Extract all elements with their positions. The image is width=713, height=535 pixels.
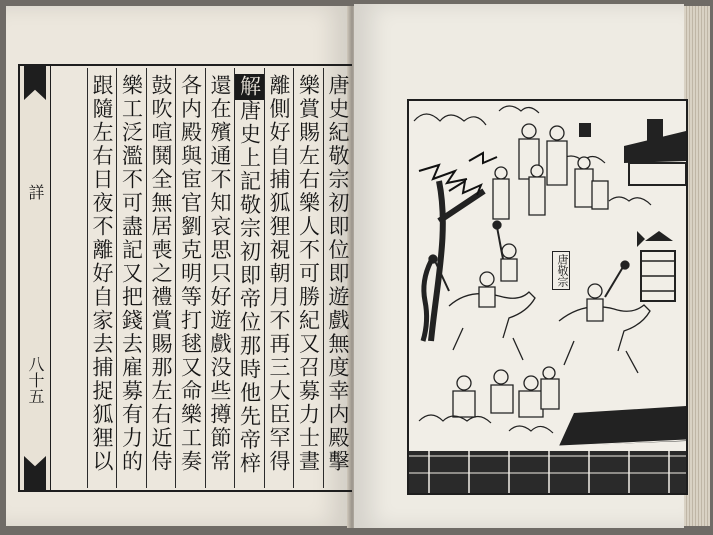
seated-figures <box>453 367 559 417</box>
pavilion-icon <box>624 119 686 185</box>
court-figures-group <box>493 124 608 219</box>
commentary-badge: 解 <box>235 74 264 100</box>
text-column: 離側好自捕狐狸視朝月不再三大臣罕得 <box>264 68 294 488</box>
text-column: 樂工泛濫不可盡記又把錢去雇募有力的 <box>116 68 146 488</box>
illustration-caption: 唐敬宗 <box>552 251 570 290</box>
lantern-icon <box>637 231 675 301</box>
clouds-bottom <box>419 415 553 433</box>
fish-tail-bottom-icon <box>24 456 46 490</box>
illustration-drawing <box>409 101 686 493</box>
text-columns <box>52 68 352 488</box>
polo-horsemen <box>429 221 650 373</box>
text-column: 樂賞賜左右樂人不可勝紀又召募力士晝 <box>293 68 323 488</box>
text-column: 解唐史上記敬宗初即帝位那時他先帝梓 <box>234 68 264 488</box>
text-frame <box>18 64 352 492</box>
text-column: 各内殿與宦官劉克明等打毬又命樂工奏 <box>175 68 205 488</box>
woodblock-illustration <box>407 99 688 495</box>
banxin-center-strip <box>20 66 51 490</box>
text-column: 鼓吹喧鬨全無居喪之禮賞賜那左右近侍 <box>146 68 176 488</box>
banner-icon <box>579 123 591 137</box>
text-column: 唐史紀敬宗初即位即遊戲無度幸内殿擊 <box>323 68 353 488</box>
text-column: 跟隨左右日夜不離好自家去捕捉狐狸以 <box>87 68 117 488</box>
banxin-title: 詳 <box>26 184 45 200</box>
palace-roof-icon <box>409 406 686 493</box>
fish-tail-top-icon <box>24 66 46 100</box>
text-column: 還在殯通不知哀思只好遊戲没些撙節常 <box>205 68 235 488</box>
banxin-page-number: 八十五 <box>26 356 45 404</box>
